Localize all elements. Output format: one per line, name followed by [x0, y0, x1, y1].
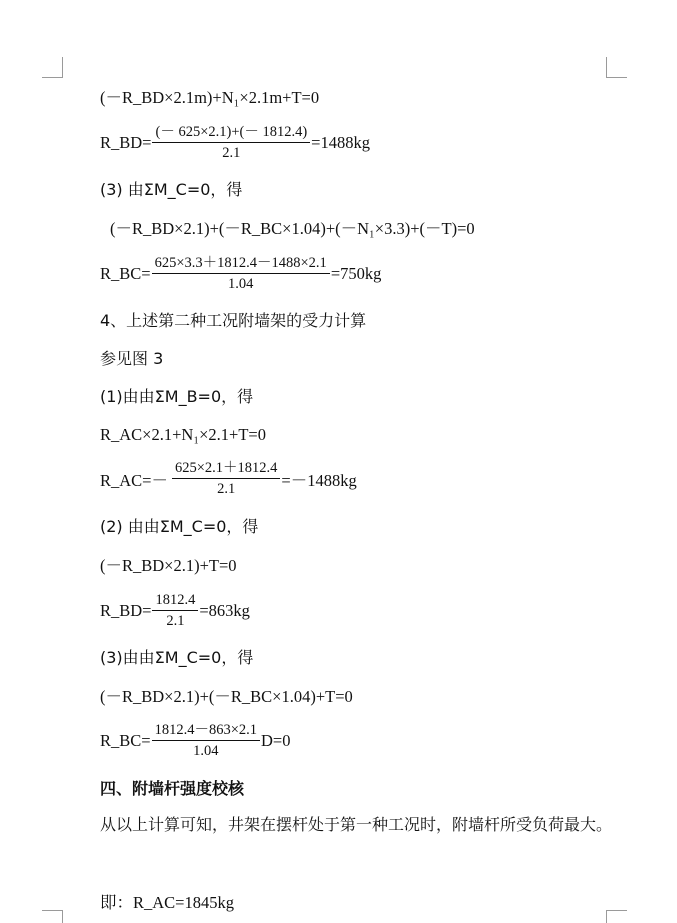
numerator: 625×2.1＋1812.4: [172, 460, 280, 479]
denominator: 1.04: [228, 276, 254, 292]
crop-mark-bottom-right: [606, 910, 627, 923]
fraction-equation: [100, 460, 357, 498]
numerator: 1812.4－863×2.1: [152, 722, 260, 741]
equation-rhs: =863kg: [199, 601, 250, 620]
equation-line: (－R_BD×2.1m)+N₁×2.1m+T=0: [100, 88, 320, 107]
fraction-equation: [100, 592, 250, 630]
denominator: 2.1: [217, 481, 236, 497]
equation-lhs: R_BD=: [100, 601, 152, 620]
equation-rhs: =1488kg: [311, 133, 370, 152]
body-paragraph: 从以上计算可知，井架在摆杆处于第一种工况时，附墙杆所受负荷最大。: [100, 815, 613, 834]
fraction-equation: [100, 255, 381, 293]
fraction-equation: [100, 722, 291, 760]
step-heading: (3)由由ΣM_C=0，得: [100, 648, 254, 667]
fraction: [152, 124, 310, 162]
crop-mark-top-left: [42, 57, 63, 78]
equation-line: (－R_BD×2.1)+(－R_BC×1.04)+(－N₁×3.3)+(－T)=0: [110, 219, 475, 238]
step-heading: (3) 由ΣM_C=0，得: [100, 180, 243, 199]
equation-line: (－R_BD×2.1)+T=0: [100, 556, 237, 575]
numerator: 1812.4: [152, 592, 198, 611]
denominator: 1.04: [193, 743, 219, 759]
reference-text: 参见图 3: [100, 349, 164, 368]
step-heading: (2) 由由ΣM_C=0，得: [100, 517, 259, 536]
crop-mark-top-right: [606, 57, 627, 78]
result-line: 即：R_AC=1845kg: [100, 893, 234, 912]
section-heading: 4、上述第二种工况附墙架的受力计算: [100, 311, 367, 330]
equation-rhs: D=0: [261, 731, 291, 750]
denominator: 2.1: [222, 145, 241, 161]
numerator: 625×3.3＋1812.4－1488×2.1: [152, 255, 330, 274]
section-heading: 四、附墙杆强度校核: [100, 779, 245, 798]
equation-rhs: =750kg: [330, 264, 382, 283]
equation-lhs: R_BC=: [100, 731, 151, 750]
crop-mark-bottom-left: [42, 910, 63, 923]
equation-rhs: =－1488kg: [281, 471, 357, 490]
fraction: [152, 255, 330, 293]
fraction: [172, 460, 280, 498]
equation-lhs: R_BC=: [100, 264, 151, 283]
equation-line: (－R_BD×2.1)+(－R_BC×1.04)+T=0: [100, 687, 353, 706]
fraction-equation: [100, 124, 370, 162]
numerator: (－ 625×2.1)+(－ 1812.4): [152, 124, 310, 143]
step-heading: (1)由由ΣM_B=0，得: [100, 387, 254, 406]
equation-lhs: R_AC=－: [100, 471, 168, 490]
equation-line: R_AC×2.1+N₁×2.1+T=0: [100, 425, 266, 444]
fraction: [152, 722, 260, 760]
denominator: 2.1: [166, 613, 185, 629]
fraction: [152, 592, 198, 630]
equation-lhs: R_BD=: [100, 133, 152, 152]
